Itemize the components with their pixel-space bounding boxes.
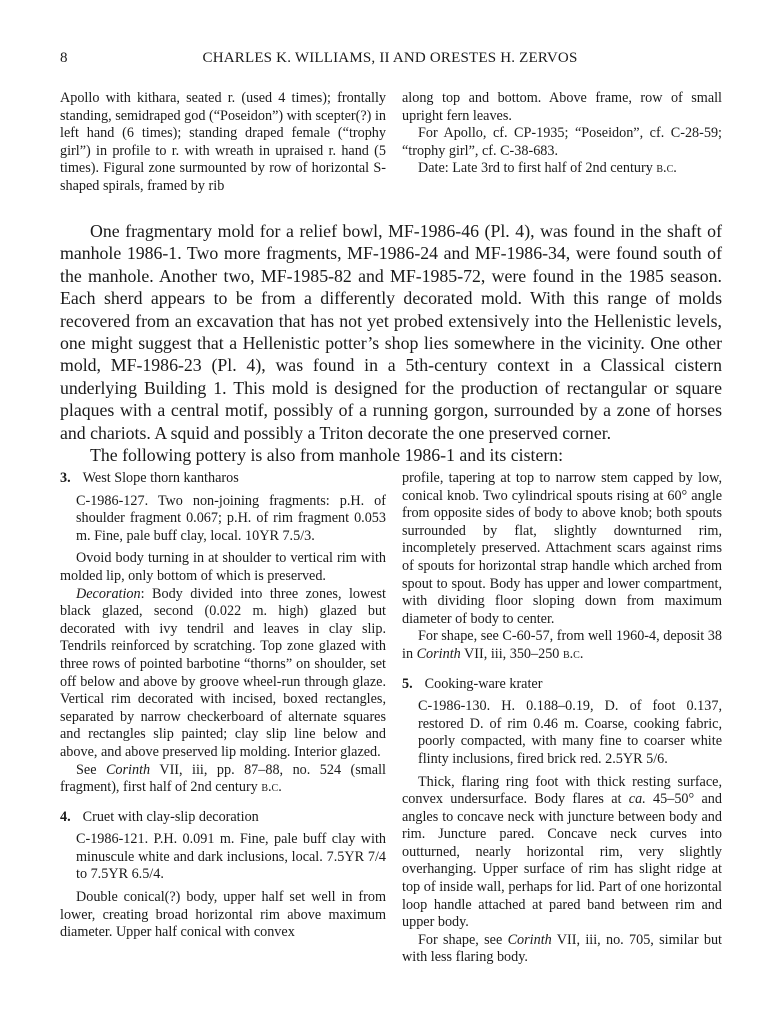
top-right-comparison: For Apollo, cf. CP-1935; “Poseidon”, cf. C-28-59; “trophy girl”, cf. C-38-683.: [402, 125, 722, 159]
running-head: CHARLES K. WILLIAMS, II AND ORESTES H. ZERVOS: [202, 50, 578, 66]
top-left-text: Apollo with kithara, seated r. (used 4 times); frontally standing, semidraped god (“Poseidon”) with scepter(?) in left hand (6 times); standing draped female (“trophy girl”) in profile to r. with wreath in upraised r. hand (5 times). Figural zone surmounted by row of horizontal S-shaped spirals, framed by rib: [60, 90, 386, 194]
body-text: [60, 220, 722, 466]
entry-4-heading: 4. Cruet with clay-slip decoration: [60, 808, 259, 825]
entry-4-catalogue: C-1986-121. P.H. 0.091 m. Fine, pale buff clay with minuscule white and dark inclusions, local. 7.5YR 7/4 to 7.5YR 6.5/4.: [76, 831, 386, 883]
entry-5-heading: 5. Cooking-ware krater: [402, 675, 543, 692]
catalogue-right-column: [402, 470, 722, 967]
top-left-column: [60, 90, 386, 196]
entry-5-catalogue: C-1986-130. H. 0.188–0.19, D. of foot 0.137, restored D. of rim 0.46 m. Coarse, cooking fabric, poorly compacted, with many fine to coarser white flinty inclusions, fired brick red. 2.5YR 5/6.: [418, 698, 722, 767]
body-paragraph: The following pottery is also from manhole 1986-1 and its cistern:: [90, 445, 564, 466]
entry-4-continuation: profile, tapering at top to narrow stem capped by low, conical knob. Two cylindrical spouts rising at 60° angle from opposite sides of body to above knob; both spouts surrounded by flat, slightly downturned rim, incompletely preserved. Attachment scars against rims of spouts for horizontal strap handle which arched from spout to spout. Body has upper and lower compartment, with dividing floor sloping down from maximum diameter of body to center.: [402, 470, 722, 627]
body-paragraph: One fragmentary mold for a relief bowl, MF-1986-46 (Pl. 4), was found in the shaft of manhole 1986-1. Two more fragments, MF-1986-24 and MF-1986-34, were found south of the manhole. Another two, MF-1985-82 and MF-1985-72, were found in the 1985 season. Each sherd appears to be from a differently decorated mold. With this range of molds recovered from an excavation that has not yet probed extensively into the Hellenistic levels, one might suggest that a Hellenistic potter’s shop lies somewhere in the vicinity. One other mold, MF-1986-23 (Pl. 4), was found in a 5th-century context in a Classical cistern underlying Building 1. This mold is designed for the production of rectangular or square plaques with a central motif, possibly of a running gorgon, surrounded by a zone of horses and chariots. A squid and possibly a Triton decorate the one preserved corner.: [60, 221, 722, 443]
top-right-date: Date: Late 3rd to first half of 2nd century b.c.: [418, 160, 677, 177]
top-right-continuation: along top and bottom. Above frame, row of small upright fern leaves.: [402, 90, 722, 124]
entry-3-heading: 3. West Slope thorn kantharos: [60, 470, 239, 486]
entry-4-description: Double conical(?) body, upper half set well in from lower, creating broad horizontal rim above maximum diameter. Upper half conical with convex: [60, 889, 386, 941]
entry-4-shape-reference: For shape, see C-60-57, from well 1960-4, deposit 38 in Corinth VII, iii, 350–250 b.c.: [402, 628, 722, 662]
page-header: [60, 50, 720, 72]
entry-5-shape-reference: For shape, see Corinth VII, iii, no. 705, similar but with less flaring body.: [402, 931, 722, 966]
entry-5-description: Thick, flaring ring foot with thick resting surface, convex undersurface. Body flares at ca. 45–50° and angles to concave neck with juncture between body and rim. Juncture pared. Concave neck curves into outturned, nearly horizontal rim, very slightly overhanging. Upper surface of rim has slight ridge at top of inside wall, perhaps for lid. Part of one horizontal loop handle attached at pared band between rim and upper body.: [402, 773, 722, 931]
entry-3-reference: See Corinth VII, iii, pp. 87–88, no. 524 (small fragment), first half of 2nd century b.c.: [60, 761, 386, 796]
catalogue-left-column: [60, 470, 386, 942]
top-right-column: [402, 90, 722, 178]
entry-3-description: Ovoid body turning in at shoulder to vertical rim with molded lip, only bottom of which is preserved.: [60, 550, 386, 584]
entry-3-catalogue: C-1986-127. Two non-joining fragments: p.H. of shoulder fragment 0.067; p.H. of rim fragment 0.053 m. Fine, pale buff clay, local. 10YR 7.5/3.: [76, 492, 386, 544]
entry-3-decoration: Decoration: Body divided into three zones, lowest black glazed, second (0.022 m. high) glazed but decorated with ivy tendril and leaves in clay slip. Tendrils reinforced by scratching. Top zone glazed with three rows of pointed barbotine “thorns” on shoulder, set off below and above by groove wheel-run through glaze. Vertical rim decorated with incised, boxed rectangles, separated by narrow checkerboard of alternate squares and rectangles slip painted; clay slip line below and above, and above preserved lip molding. Interior glazed.: [60, 585, 386, 760]
page-number: 8: [60, 50, 68, 66]
